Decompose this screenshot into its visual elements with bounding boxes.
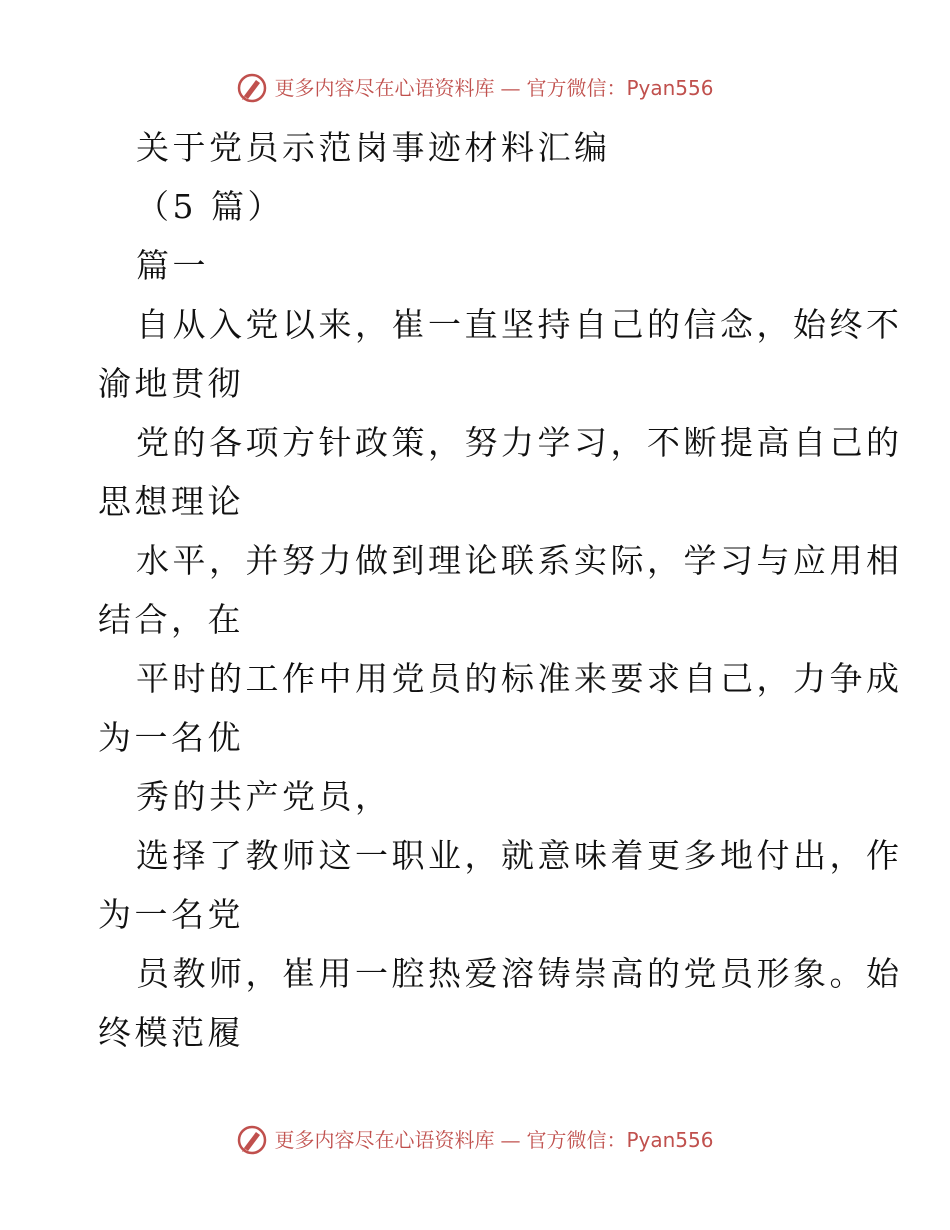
banner-dash: —	[500, 1128, 521, 1152]
paragraph-line: 秀的共产党员，	[136, 777, 392, 816]
banner-text: 更多内容尽在心语资料库	[274, 76, 495, 100]
pen-logo-icon	[236, 1124, 268, 1156]
header-banner	[0, 72, 950, 104]
banner-wechat: 官方微信：Pyan556	[526, 1128, 714, 1152]
banner-text: 更多内容尽在心语资料库	[274, 1128, 495, 1152]
footer-banner	[0, 1124, 950, 1156]
paragraph-line: 为一名党	[98, 895, 244, 934]
paragraph-line: 水平，并努力做到理论联系实际，学习与应用相	[136, 541, 903, 580]
paragraph-line: 员教师，崔用一腔热爱溶铸崇高的党员形象。始	[136, 954, 903, 993]
paragraph-line: 终模范履	[98, 1013, 244, 1052]
document-subtitle: （5 篇）	[136, 187, 284, 226]
document-title: 关于党员示范岗事迹材料汇编	[136, 128, 611, 167]
paragraph-line: 思想理论	[98, 482, 244, 521]
paragraph-line: 平时的工作中用党员的标准来要求自己，力争成	[136, 659, 903, 698]
section-heading: 篇一	[136, 246, 209, 285]
paragraph-line: 为一名优	[98, 718, 244, 757]
paragraph-line: 自从入党以来，崔一直坚持自己的信念，始终不	[136, 305, 903, 344]
pen-logo-icon	[236, 72, 268, 104]
paragraph-line: 党的各项方针政策，努力学习，不断提高自己的	[136, 423, 903, 462]
document-body	[98, 118, 903, 1062]
paragraph-line: 选择了教师这一职业，就意味着更多地付出，作	[136, 836, 903, 875]
banner-wechat: 官方微信：Pyan556	[526, 76, 714, 100]
paragraph-line: 结合，在	[98, 600, 244, 639]
banner-dash: —	[500, 76, 521, 100]
paragraph-line: 渝地贯彻	[98, 364, 244, 403]
